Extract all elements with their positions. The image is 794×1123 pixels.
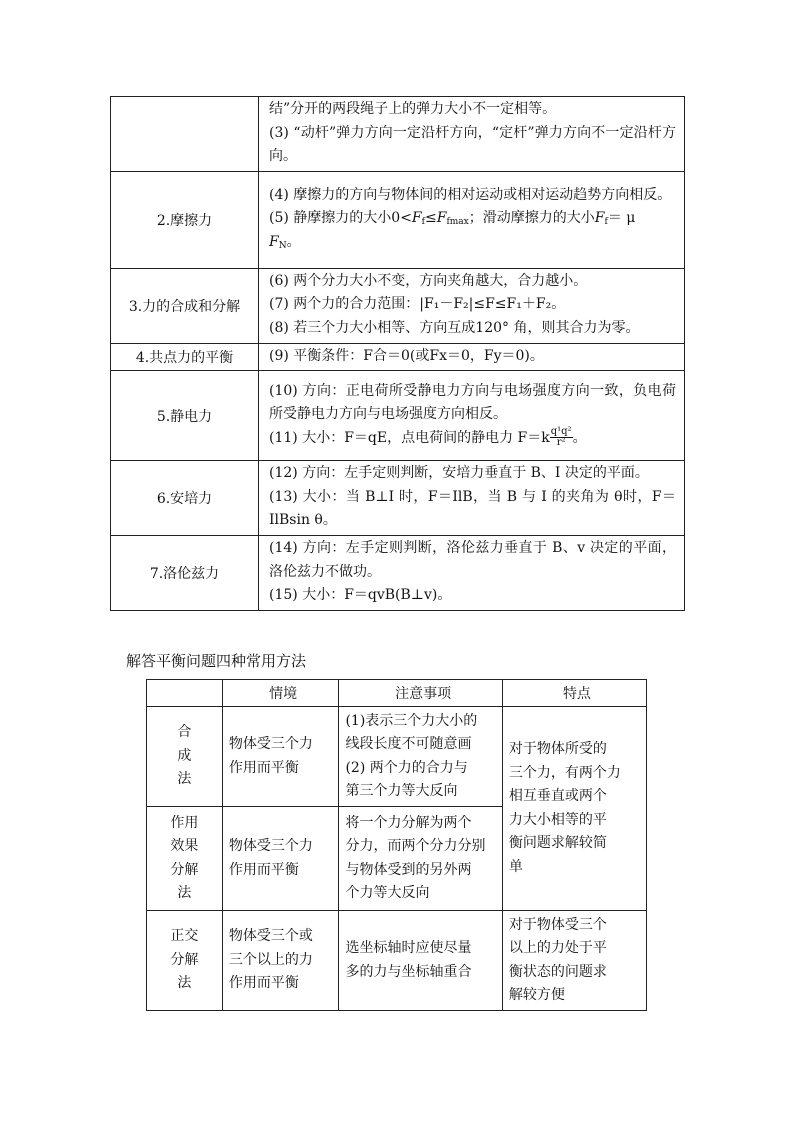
row-label: 2.摩擦力	[111, 171, 259, 268]
text-line: 结”分开的两段绳子上的弹力大小不一定相等。	[269, 101, 557, 117]
note-cell: 将一个力分解为两个 分力，而两个分力分别 与物体受到的另外两 个力等大反向	[339, 807, 502, 911]
note-cell: 选坐标轴时应使尽量 多的力与坐标轴重合	[339, 911, 502, 1011]
scene-cell: 物体受三个力 作用而平衡	[222, 807, 339, 911]
section-heading: 解答平衡问题四种常用方法	[126, 652, 307, 670]
text-line: (9) 平衡条件：F合＝0(或Fx＝0，Fy＝0)。	[269, 347, 544, 364]
table-row	[111, 97, 685, 172]
text-line: (6) 两个分力大小不变，方向夹角越大，合力越小。	[269, 272, 588, 289]
column-header	[147, 680, 223, 707]
text-line: (3) “动杆”弹力方向一定沿杆方向，“定杆”弹力方向不一定沿杆方向。	[269, 124, 676, 164]
table-row	[111, 371, 685, 461]
text-line: (12) 方向：左手定则判断，安培力垂直于 B、I 决定的平面。	[269, 465, 649, 482]
table-row	[111, 343, 685, 371]
scene-cell: 物体受三个力 作用而平衡	[222, 707, 339, 807]
text-line: (4) 摩擦力的方向与物体间的相对运动或相对运动趋势方向相反。	[269, 186, 672, 203]
table-row	[111, 268, 685, 343]
column-header: 注意事项	[339, 680, 502, 707]
force-summary-table	[110, 96, 685, 611]
note-cell: (1)表示三个力大小的 线段长度不可随意画 (2) 两个力的合力与 第三个力等大反向	[339, 707, 502, 807]
row-label: 4.共点力的平衡	[111, 343, 259, 371]
feature-cell: 对于物体所受的 三个力，有两个力 相互垂直或两个 力大小相等的平 衡问题求解较简 单	[502, 707, 646, 911]
row-label: 5.静电力	[111, 371, 259, 461]
feature-cell: 对于物体受三个 以上的力处于平 衡状态的问题求 解较方便	[502, 911, 646, 1011]
text-line: (11) 大小：F＝qE，点电荷间的静电力 F＝k $\frac{\text{q¹q²}}{\text{r²}}$ 。	[269, 426, 587, 449]
row-label: 7.洛伦兹力	[111, 536, 259, 611]
table-row	[111, 536, 685, 611]
coulomb-fraction: $\frac{\text{q¹q²}}{\text{r²}}$	[550, 426, 572, 449]
table-row	[111, 171, 685, 268]
table-row	[147, 707, 647, 807]
table-row	[147, 911, 647, 1011]
method-cell: 作用 效果 分解 法	[147, 807, 223, 911]
column-header: 情境	[222, 680, 339, 707]
text-line: (15) 大小：F＝qvB(B⊥v)。	[269, 587, 452, 604]
text-line: (10) 方向：正电荷所受静电力方向与电场强度方向一致，负电荷所受静电力方向与电场强度方向相反。	[269, 382, 676, 423]
text-line: (7) 两个力的合力范围：|F₁－F₂|≤F≤F₁＋F₂。	[269, 296, 566, 313]
scene-cell: 物体受三个或 三个以上的力 作用而平衡	[222, 911, 339, 1011]
text-line: (8) 若三个力大小相等、方向互成120° 角，则其合力为零。	[269, 319, 640, 336]
method-cell: 合 成 法	[147, 707, 223, 807]
row-label: 6.安培力	[111, 461, 259, 536]
text-line: (14) 方向：左手定则判断，洛伦兹力垂直于 B、v 决定的平面，洛伦兹力不做功。	[269, 540, 676, 580]
table-row	[111, 461, 685, 536]
text-line: (5) 静摩擦力的大小$0<F_f\le F_{fmax}$；滑动摩擦力的大小$F_f= \mu$ $F_N$。	[269, 210, 636, 251]
method-cell: 正交 分解 法	[147, 911, 223, 1011]
column-header: 特点	[502, 680, 646, 707]
row-label	[111, 97, 259, 172]
row-label: 3.力的合成和分解	[111, 268, 259, 343]
methods-table	[146, 679, 647, 1011]
table-header-row	[147, 680, 647, 707]
text-line: (13) 大小：当 B⊥I 时，F＝IlB，当 B 与 I 的夹角为 θ时，F＝IlBsin θ。	[269, 488, 676, 529]
